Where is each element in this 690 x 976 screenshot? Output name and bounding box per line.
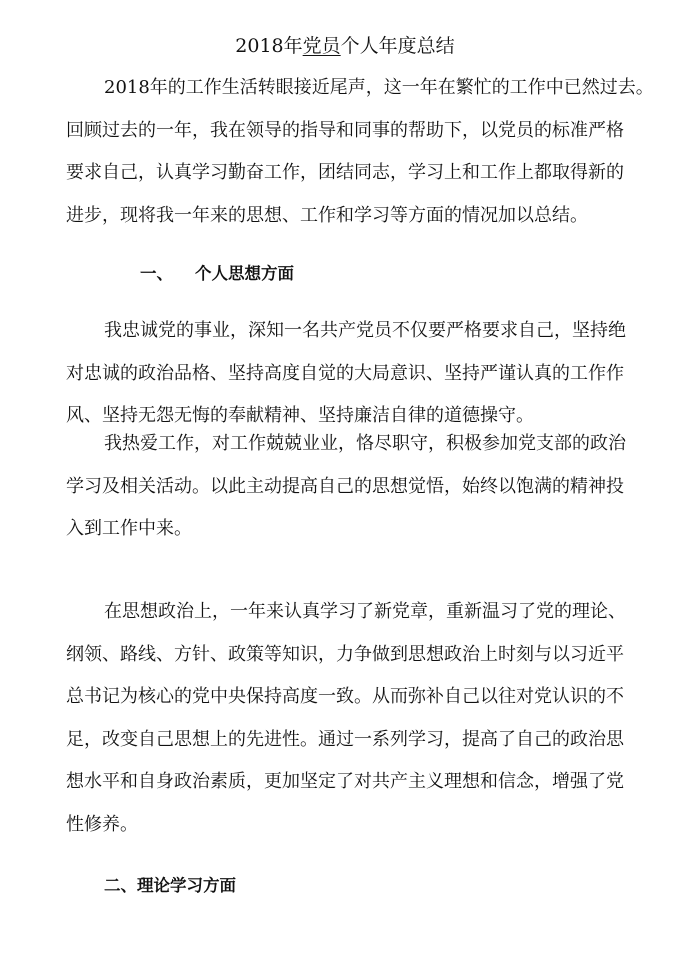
- document-title: [0, 33, 690, 59]
- paragraph-line: 对忠诚的政治品格、坚持高度自觉的大局意识、坚持严谨认真的工作作: [66, 362, 624, 384]
- section-heading-1: [140, 262, 294, 286]
- paragraph-3: [66, 591, 666, 847]
- title-underlined-word: 党员: [302, 35, 341, 57]
- paragraph-line: 在思想政治上，一年来认真学习了新党章，重新温习了党的理论、: [104, 601, 626, 622]
- section-1-title: 个人思想方面: [195, 264, 294, 283]
- section-1-number: 一、: [140, 264, 173, 283]
- paragraph-line: 性修养。: [66, 813, 138, 835]
- paragraph-line: 总书记为核心的党中央保持高度一致。从而弥补自己以往对党认识的不: [66, 686, 624, 708]
- title-prefix: 2018年: [235, 35, 303, 57]
- intro-line: 回顾过去的一年，我在领导的指导和同事的帮助下，以党员的标准严格: [66, 119, 624, 141]
- paragraph-line: 纲领、路线、方针、政策等知识，力争做到思想政治上时刻与以习近平: [66, 643, 624, 665]
- paragraph-line: 学习及相关活动。以此主动提高自己的思想觉悟，始终以饱满的精神投: [66, 475, 624, 497]
- paragraph-line: 我热爱工作，对工作兢兢业业，恪尽职守，积极参加党支部的政治: [104, 433, 626, 454]
- intro-paragraph: [66, 67, 666, 237]
- section-heading-2: 二、理论学习方面: [104, 876, 236, 895]
- paragraph-line: 我忠诚党的事业，深知一名共产党员不仅要严格要求自己，坚持绝: [104, 320, 626, 341]
- paragraph-line: 足，改变自己思想上的先进性。通过一系列学习，提高了自己的政治思: [66, 728, 624, 750]
- title-suffix: 个人年度总结: [340, 35, 455, 57]
- paragraph-line: 入到工作中来。: [66, 518, 192, 540]
- intro-line: 进步，现将我一年来的思想、工作和学习等方面的情况加以总结。: [66, 204, 588, 226]
- intro-line: 2018年的工作生活转眼接近尾声，这一年在繁忙的工作中已然过去。: [104, 77, 654, 98]
- intro-line: 要求自己，认真学习勤奋工作，团结同志，学习上和工作上都取得新的: [66, 162, 624, 184]
- paragraph-2: [66, 423, 666, 551]
- paragraph-1: [66, 310, 666, 438]
- paragraph-line: 风、坚持无怨无悔的奉献精神、坚持廉洁自律的道德操守。: [66, 405, 534, 427]
- paragraph-line: 想水平和自身政治素质，更加坚定了对共产主义理想和信念，增强了党: [66, 771, 624, 793]
